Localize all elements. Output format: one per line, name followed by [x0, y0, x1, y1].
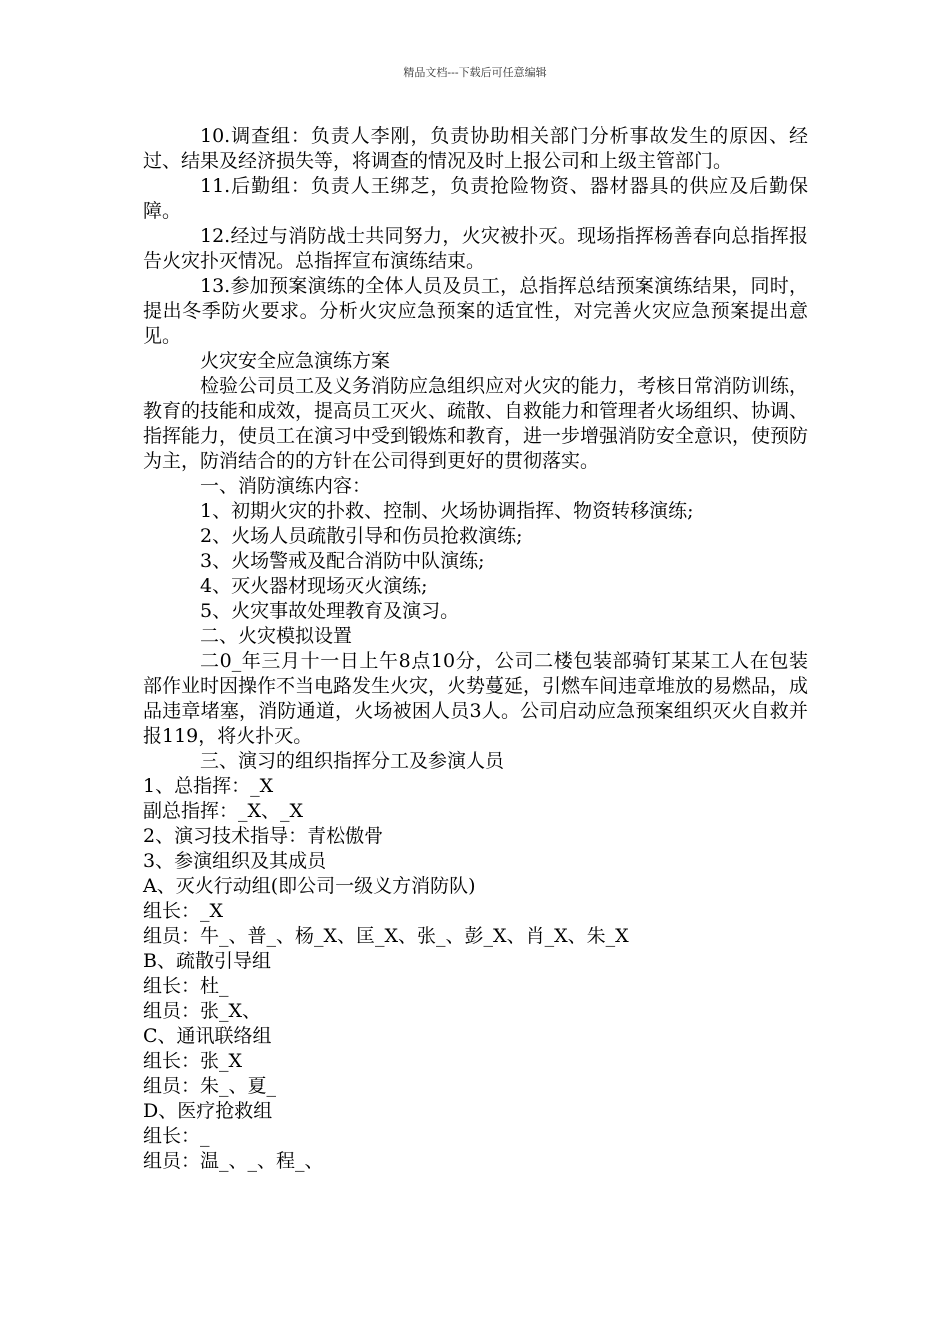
paragraph: 12.经过与消防战士共同努力，火灾被扑灭。现场指挥杨善春向总指挥报告火灾扑灭情况。总指挥宣布演练结束。 [143, 225, 808, 272]
paragraph: 1、初期火灾的扑救、控制、火场协调指挥、物资转移演练; [200, 500, 694, 522]
paragraph: B、疏散引导组 [143, 950, 271, 972]
paragraph: 3、火场警戒及配合消防中队演练; [200, 550, 485, 572]
paragraph: 1、总指挥：_X [143, 775, 274, 797]
paragraph: 组长：_X [143, 900, 224, 922]
paragraph: 5、火灾事故处理教育及演习。 [200, 600, 460, 622]
paragraph: A、灭火行动组(即公司一级义方消防队) [143, 875, 476, 897]
paragraph: 组员：牛_、普_、杨_X、匡_X、张_、彭_X、肖_X、朱_X [143, 925, 629, 947]
paragraph: 组长：张_X [143, 1050, 243, 1072]
paragraph: 2、演习技术指导：青松傲骨 [143, 825, 384, 847]
paragraph: C、通讯联络组 [143, 1025, 272, 1047]
paragraph: 2、火场人员疏散引导和伤员抢救演练; [200, 525, 523, 547]
paragraph: 4、灭火器材现场灭火演练; [200, 575, 428, 597]
paragraph: 火灾安全应急演练方案 [200, 350, 391, 372]
paragraph: 二0_年三月十一日上午8点10分，公司二楼包装部骑钉某某工人在包装部作业时因操作不当电路发生火灾，火势蔓延，引燃车间违章堆放的易燃品，成品违章堵塞，消防通道，火场被困人员3人。公司启动应急预案组织灭火自救并报119，将火扑灭。 [143, 650, 809, 747]
document-body [143, 124, 808, 1174]
paragraph: D、医疗抢救组 [143, 1100, 273, 1122]
paragraph: 组员：张_X、 [143, 1000, 262, 1022]
paragraph: 三、演习的组织指挥分工及参演人员 [200, 750, 505, 772]
paragraph: 副总指挥：_X、_X [143, 800, 304, 822]
paragraph: 二、火灾模拟设置 [200, 625, 353, 647]
paragraph: 3、参演组织及其成员 [143, 850, 327, 872]
paragraph: 组员：温_、_、程_、 [143, 1150, 324, 1172]
paragraph: 组长：_ [143, 1125, 210, 1147]
paragraph: 一、消防演练内容： [200, 475, 372, 497]
paragraph: 13.参加预案演练的全体人员及员工，总指挥总结预案演练结果，同时，提出冬季防火要求。分析火灾应急预案的适宜性，对完善火灾应急预案提出意见。 [143, 275, 808, 347]
paragraph: 组长：杜_ [143, 975, 229, 997]
paragraph: 组员：朱_、夏_ [143, 1075, 277, 1097]
paragraph: 11.后勤组：负责人王绑芝，负责抢险物资、器材器具的供应及后勤保障。 [143, 175, 808, 222]
paragraph: 检验公司员工及义务消防应急组织应对火灾的能力，考核日常消防训练，教育的技能和成效，提高员工灭火、疏散、自救能力和管理者火场组织、协调、指挥能力，使员工在演习中受到锻炼和教育，进一步增强消防安全意识，使预防为主，防消结合的的方针在公司得到更好的贯彻落实。 [143, 375, 809, 472]
page-header: 精品文档---下载后可任意编辑 [403, 66, 547, 79]
paragraph: 10.调查组：负责人李刚，负责协助相关部门分析事故发生的原因、经过、结果及经济损失等，将调查的情况及时上报公司和上级主管部门。 [143, 125, 808, 172]
